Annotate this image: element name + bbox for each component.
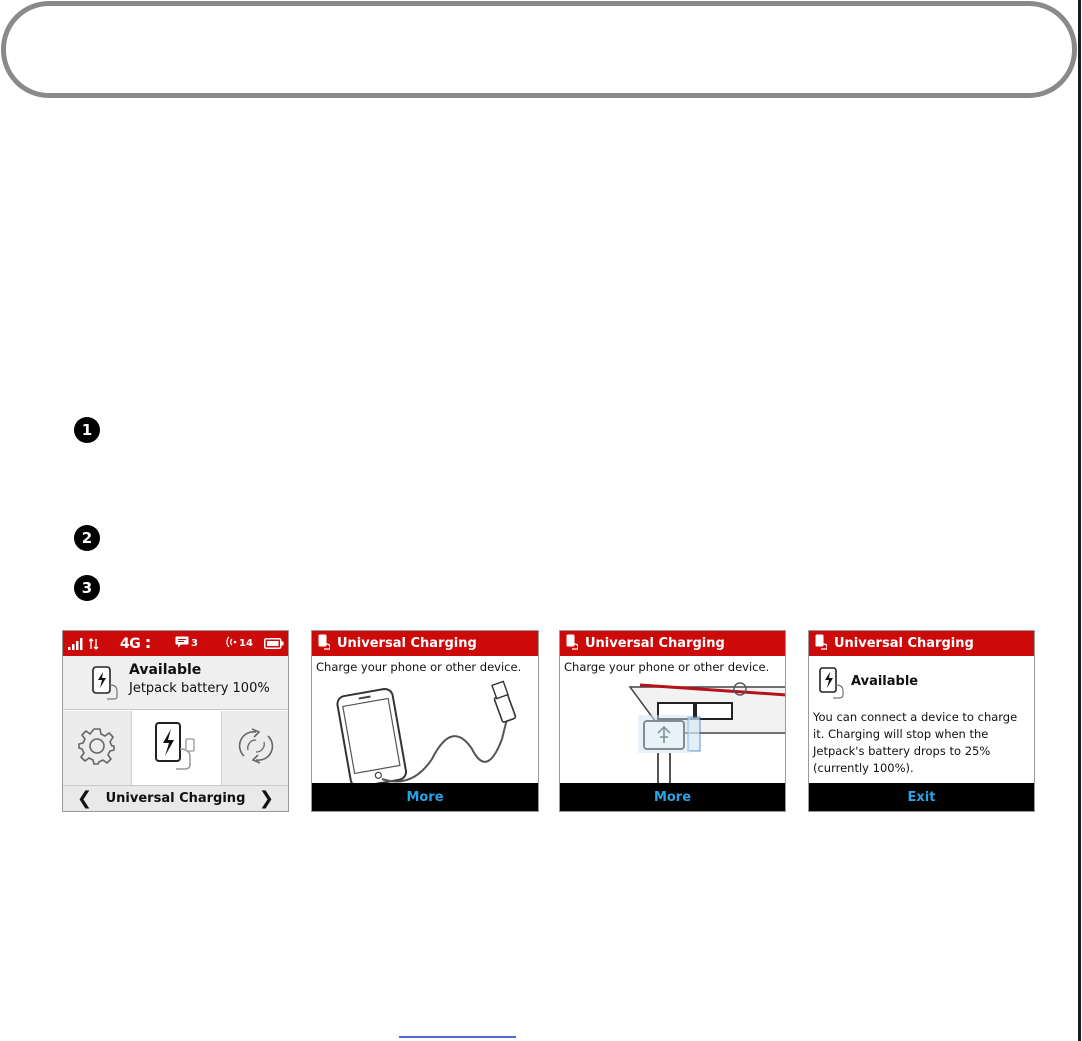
charging-screen-3 (808, 630, 1035, 812)
message-icon (175, 636, 189, 651)
charger-icon (91, 665, 119, 705)
wifi-waves-icon (225, 636, 237, 651)
home-screen (62, 630, 289, 812)
charging-app-icon (566, 634, 578, 654)
universal-charging-tile[interactable] (132, 711, 222, 785)
description-line: (currently 100%). (813, 761, 914, 775)
footer-link-underline[interactable] (399, 1036, 516, 1038)
message-count: 3 (191, 638, 198, 649)
status-bar (63, 631, 288, 656)
availability-status: Available (851, 674, 919, 689)
network-indicator: 4G (120, 635, 141, 652)
description-line: You can connect a device to charge (813, 710, 1018, 724)
charging-app-icon (815, 634, 827, 654)
more-button[interactable]: More (312, 783, 538, 811)
notification-subtitle: Jetpack battery 100% (129, 681, 270, 696)
data-arrows-icon (89, 638, 99, 650)
charging-notification[interactable] (63, 656, 288, 710)
header-banner (1, 1, 1077, 98)
gear-icon (77, 726, 117, 770)
lte-badge-icon: ▪ ▪ (146, 636, 151, 650)
home-nav-bar (63, 785, 288, 811)
messages-indicator[interactable] (175, 636, 198, 651)
more-button[interactable]: More (560, 783, 785, 811)
charging-screen-2 (559, 630, 786, 812)
connected-device-count: 14 (239, 638, 253, 649)
step-marker-1: 1 (74, 417, 100, 443)
step-marker-2: 2 (74, 525, 100, 551)
step-marker-3: 3 (74, 575, 100, 601)
nav-label: Universal Charging (105, 791, 246, 806)
exit-button[interactable]: Exit (809, 783, 1034, 811)
battery-icon (264, 638, 284, 649)
previous-arrow-icon[interactable]: ❮ (77, 788, 93, 809)
description-line: it. Charging will stop when the (813, 727, 989, 741)
sync-icon (234, 726, 278, 770)
usb-port-illustration (600, 677, 786, 789)
signal-icon (68, 638, 88, 650)
page-edge-rule (1078, 0, 1081, 1041)
app-title: Universal Charging (834, 636, 974, 651)
description-line: Jetpack's battery drops to 25% (813, 744, 991, 758)
app-title: Universal Charging (585, 636, 725, 651)
charging-screen-1 (311, 630, 539, 812)
phone-with-cable-illustration (332, 679, 532, 787)
connected-devices-indicator[interactable] (225, 636, 253, 651)
charging-app-icon (318, 634, 330, 654)
sync-tile[interactable] (222, 711, 289, 785)
next-arrow-icon[interactable]: ❯ (258, 788, 274, 809)
charger-status-icon (819, 667, 845, 703)
app-title-bar (560, 631, 785, 656)
instruction-text: Charge your phone or other device. (316, 660, 522, 674)
notification-title: Available (129, 662, 202, 678)
app-title-bar (312, 631, 538, 656)
battery-charge-icon (154, 719, 200, 777)
app-title-bar (809, 631, 1034, 656)
settings-tile[interactable] (63, 711, 132, 785)
instruction-text: Charge your phone or other device. (564, 660, 770, 674)
app-title: Universal Charging (337, 636, 477, 651)
